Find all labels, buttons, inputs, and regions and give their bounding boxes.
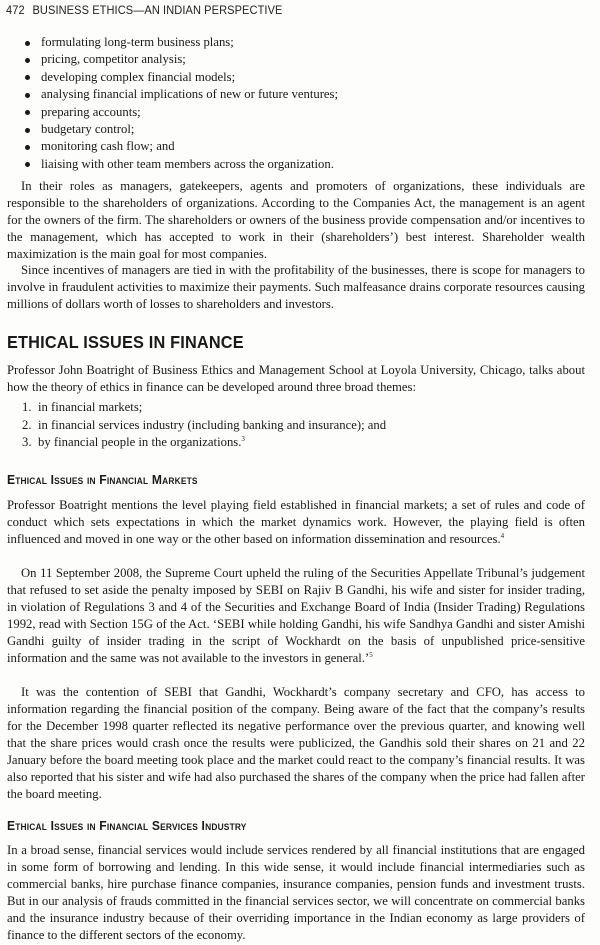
paragraph-financial-services: In a broad sense, financial services would include services rendered by all financial institutions that are engaged in some form of borrowing and lending. In this wide sense, it would include financial intermediaries such as commercial banks, hire purchase finance companies, insurance companies, pension funds and investment trusts. But in our analysis of frauds committed in the financial services sector, we will concentrate on commercial banks and the insurance industry because of their overriding importance in the Indian economy as large providers of finance to the different sectors of the economy. [7,843,585,942]
theme-item: 3. by financial people in the organizations.$^3$ [22,435,245,450]
book-title: BUSINESS ETHICS—AN INDIAN PERSPECTIVE [32,3,283,17]
bullet-item: liaising with other team members across the organization. [24,156,544,173]
responsibility-bullet-list [24,34,544,173]
theme-item: 1. in financial markets; [22,400,143,414]
subsection-heading-financial-services: Ethical Issues in Financial Services Industry [7,818,247,833]
footnote-marker: 5 [369,651,373,659]
bullet-item: preparing accounts; [24,104,544,121]
subsection-heading-financial-markets: Ethical Issues in Financial Markets [7,472,198,487]
paragraph-managers-roles: In their roles as managers, gatekeepers, agents and promoters of organizations, these individuals are responsible to the shareholders of organizations. According to the Companies Act, the management is an agent for the owners of the firm. The shareholders or owners of the business provide compensation and/or incentives to the management, which has accepted to work in their (shareholders’) best interest. Shareholder wealth maximization is the main goal for most companies. [7,179,585,261]
bullet-item: formulating long-term business plans; [24,34,544,51]
footnote-marker: 3 [241,435,245,444]
paragraph-level-playing-field: Professor Boatright mentions the level playing field established in financial markets; a set of rules and code of conduct which sets expectations in which the market dynamics work. However, the playing field is often influenced and moved in one way or the other based on information dissemination and resources.$^4$ [7,498,585,546]
bullet-item: monitoring cash flow; and [24,138,544,155]
paragraph-boatright-themes: Professor John Boatright of Business Ethics and Management School at Loyola University, Chicago, talks about how the theory of ethics in finance can be developed around three broad themes: [7,363,585,394]
bullet-item: developing complex financial models; [24,69,544,86]
running-head [6,3,282,17]
bullet-item: pricing, competitor analysis; [24,51,544,68]
theme-item: 2. in financial services industry (including banking and insurance); and [22,417,387,432]
footnote-marker: 4 [500,532,505,540]
section-heading-finance: ETHICAL ISSUES IN FINANCE [7,332,244,352]
bullet-item: budgetary control; [24,121,544,138]
bullet-item: analysing financial implications of new or future ventures; [24,86,544,103]
themes-numbered-list [22,399,542,452]
page-number: 472 [6,3,25,17]
paragraph-incentives: Since incentives of managers are tied in with the profitability of the businesses, there is scope for managers to involve in fraudulent activities to maximize their payments. Such malfeasance drains corporate resources causing millions of dollars worth of losses to shareholders and investors. [7,263,585,311]
paragraph-sebi-contention: It was the contention of SEBI that Gandhi, Wockhardt’s company secretary and CFO, has access to information regarding the financial position of the company. Being aware of the fact that the company’s results for the December 1998 quarter reflected its negative performance over the previous quarter, and knowing well that the share prices would crash once the results were publicized, the Gandhis sold their shares on 21 and 22 January before the board meeting took place and the market could react to the company’s financial results. It was also reported that his sister and wife had also purchased the shares of the company when the price had fallen after the board meeting. [7,685,585,801]
paragraph-supreme-court-ruling: On 11 September 2008, the Supreme Court upheld the ruling of the Securities Appellate Tribunal’s judgement that refused to set aside the penalty imposed by SEBI on Rajiv B Gandhi, his wife and sister for insider trading, in violation of Regulations 3 and 4 of the Securities and Exchange Board of India (Insider Trading) Regulations 1992, read with Section 15G of the Act. ‘SEBI while holding Gandhi, his wife Sandhya Gandhi and sister Amishi Gandhi guilty of insider trading in the script of Wockhardt on the basis of unpublished price-sensitive information and the same was not available to the investors in general.’$^5$ [7,566,585,665]
